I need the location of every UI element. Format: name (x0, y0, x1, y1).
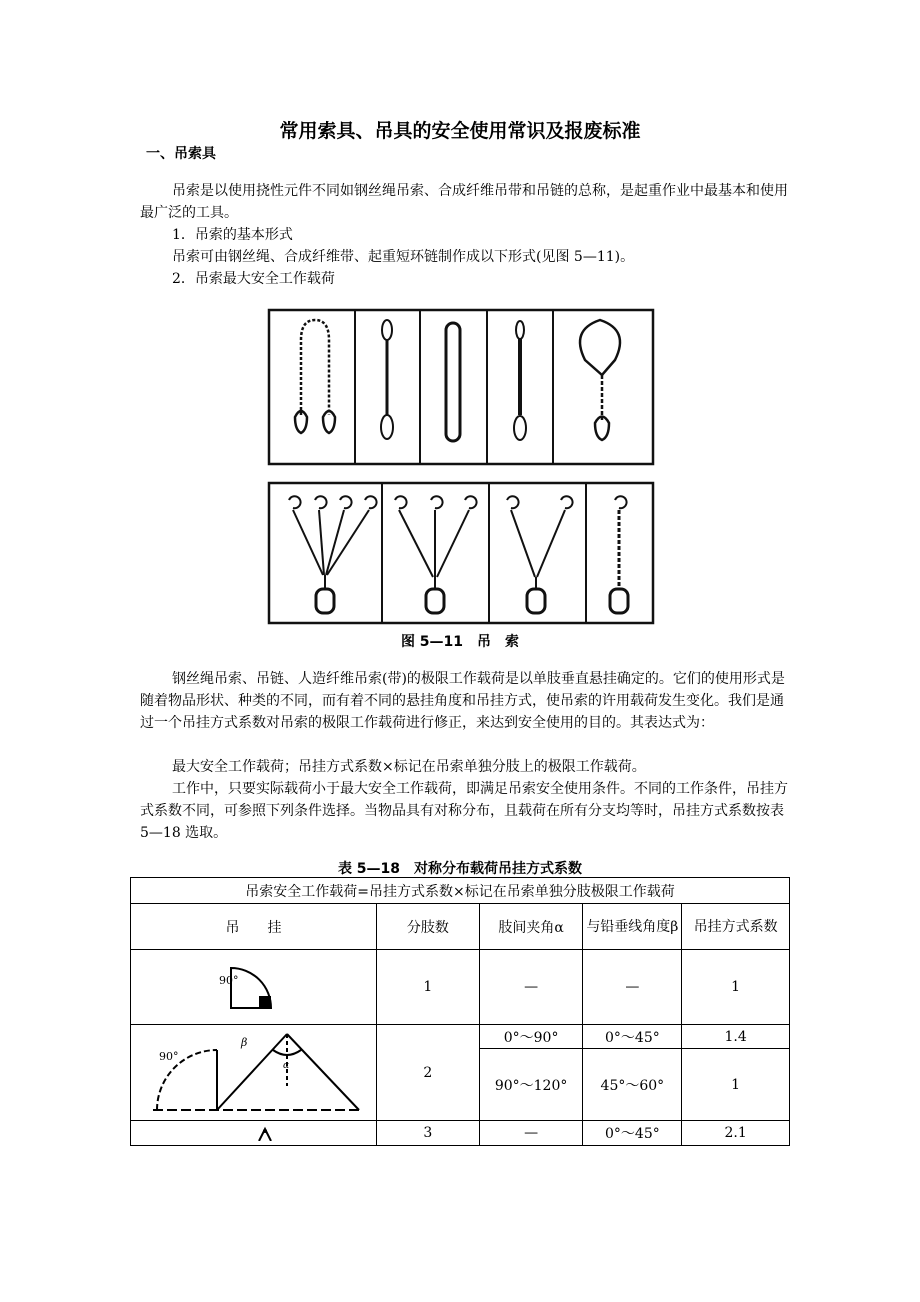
paragraph-forms: 吊索可由钢丝绳、合成纤维带、起重短环链制作成以下形式(见图 5—11)。 (172, 249, 635, 265)
section-heading: 一、吊索具 (146, 146, 216, 162)
table-header-formula: 吊索安全工作载荷=吊挂方式系数×标记在吊索单独分肢极限工作载荷 (131, 878, 790, 904)
sling-figure (265, 305, 657, 633)
single-leg-angle-icon (213, 954, 293, 1016)
choker-sling-icon (580, 320, 620, 440)
beta-cell: 0°～45° (583, 1121, 682, 1146)
paragraph-conditions: 工作中，只要实际载荷小于最大安全工作载荷，即满足吊索安全使用条件。不同的工作条件，吊挂方式系数不同，可参照下列条件选择。当物品具有对称分布，且载荷在所有分支均等时，吊挂方式系数按表 5—18 选取。 (140, 781, 788, 841)
table-row (131, 1025, 790, 1049)
alpha-cell: 0°～90° (479, 1025, 583, 1049)
beta-cell: 45°～60° (583, 1049, 682, 1121)
document-title: 常用索具、吊具的安全使用常识及报废标准 (279, 120, 641, 142)
paragraph-load: 钢丝绳吊索、吊链、人造纤维吊索(带)的极限工作载荷是以单肢垂直悬挂确定的。它们的使用形式是随着物品形状、种类的不同，而有着不同的悬挂角度和吊挂方式，使吊索的许用载荷发生变化。我们是通过一个吊挂方式系数对吊索的极限工作载荷进行修正，来达到安全使用的目的。其表达式为： (140, 671, 785, 731)
subheading-max-load: 2．吊索最大安全工作载荷 (172, 271, 335, 287)
two-leg-sling-icon (507, 496, 573, 613)
svg-text:α: α (283, 1060, 290, 1071)
factor-cell: 1 (682, 1049, 790, 1121)
table-caption: 表 5—18 对称分布载荷吊挂方式系数 (337, 861, 583, 877)
diagram-two-leg (131, 1025, 377, 1121)
wire-rope-sling-icon (381, 320, 393, 439)
legs-cell: 2 (376, 1025, 479, 1121)
alpha-cell: 90°～120° (479, 1049, 583, 1121)
single-leg-sling-icon (610, 496, 628, 613)
coefficient-table (130, 877, 790, 1146)
factor-cell: 1 (682, 950, 790, 1025)
column-header-alpha: 肢间夹角α (479, 904, 583, 950)
formula-line: 最大安全工作载荷；吊挂方式系数×标记在吊索单独分肢上的极限工作载荷。 (172, 759, 646, 775)
alpha-cell: — (479, 1121, 583, 1146)
alpha-cell: — (479, 950, 583, 1025)
legs-cell: 3 (376, 1121, 479, 1146)
diagram-single-leg (131, 950, 377, 1025)
endless-sling-icon (446, 323, 460, 441)
four-leg-sling-icon (289, 496, 377, 613)
factor-cell: 1.4 (682, 1025, 790, 1049)
beta-cell: 0°～45° (583, 1025, 682, 1049)
chain-sling-icon (295, 320, 335, 433)
svg-text:β: β (241, 1035, 248, 1049)
figure-caption: 图 5—11 吊 索 (400, 634, 520, 650)
three-leg-sling-icon (395, 496, 477, 613)
svg-text:90°: 90° (159, 1049, 179, 1063)
column-header-beta: 与铅垂线角度β (583, 904, 682, 950)
factor-cell: 2.1 (682, 1121, 790, 1146)
two-leg-angle-icon (133, 1026, 373, 1116)
subheading-basic-forms: 1．吊索的基本形式 (172, 227, 293, 243)
table-row (131, 950, 790, 1025)
column-header-hanging: 吊 挂 (131, 904, 377, 950)
beta-cell: — (583, 950, 682, 1025)
legs-cell: 1 (376, 950, 479, 1025)
column-header-legs: 分肢数 (376, 904, 479, 950)
paragraph-intro: 吊索是以使用挠性元件不同如钢丝绳吊索、合成纤维吊带和吊链的总称，是起重作业中最基本和使用最广泛的工具。 (140, 183, 788, 221)
diagram-three-leg (131, 1121, 377, 1146)
table-row (131, 1121, 790, 1146)
three-leg-angle-icon (131, 1121, 371, 1141)
svg-text:90°: 90° (219, 974, 239, 987)
column-header-factor: 吊挂方式系数 (682, 904, 790, 950)
eye-sling-icon (514, 321, 526, 440)
